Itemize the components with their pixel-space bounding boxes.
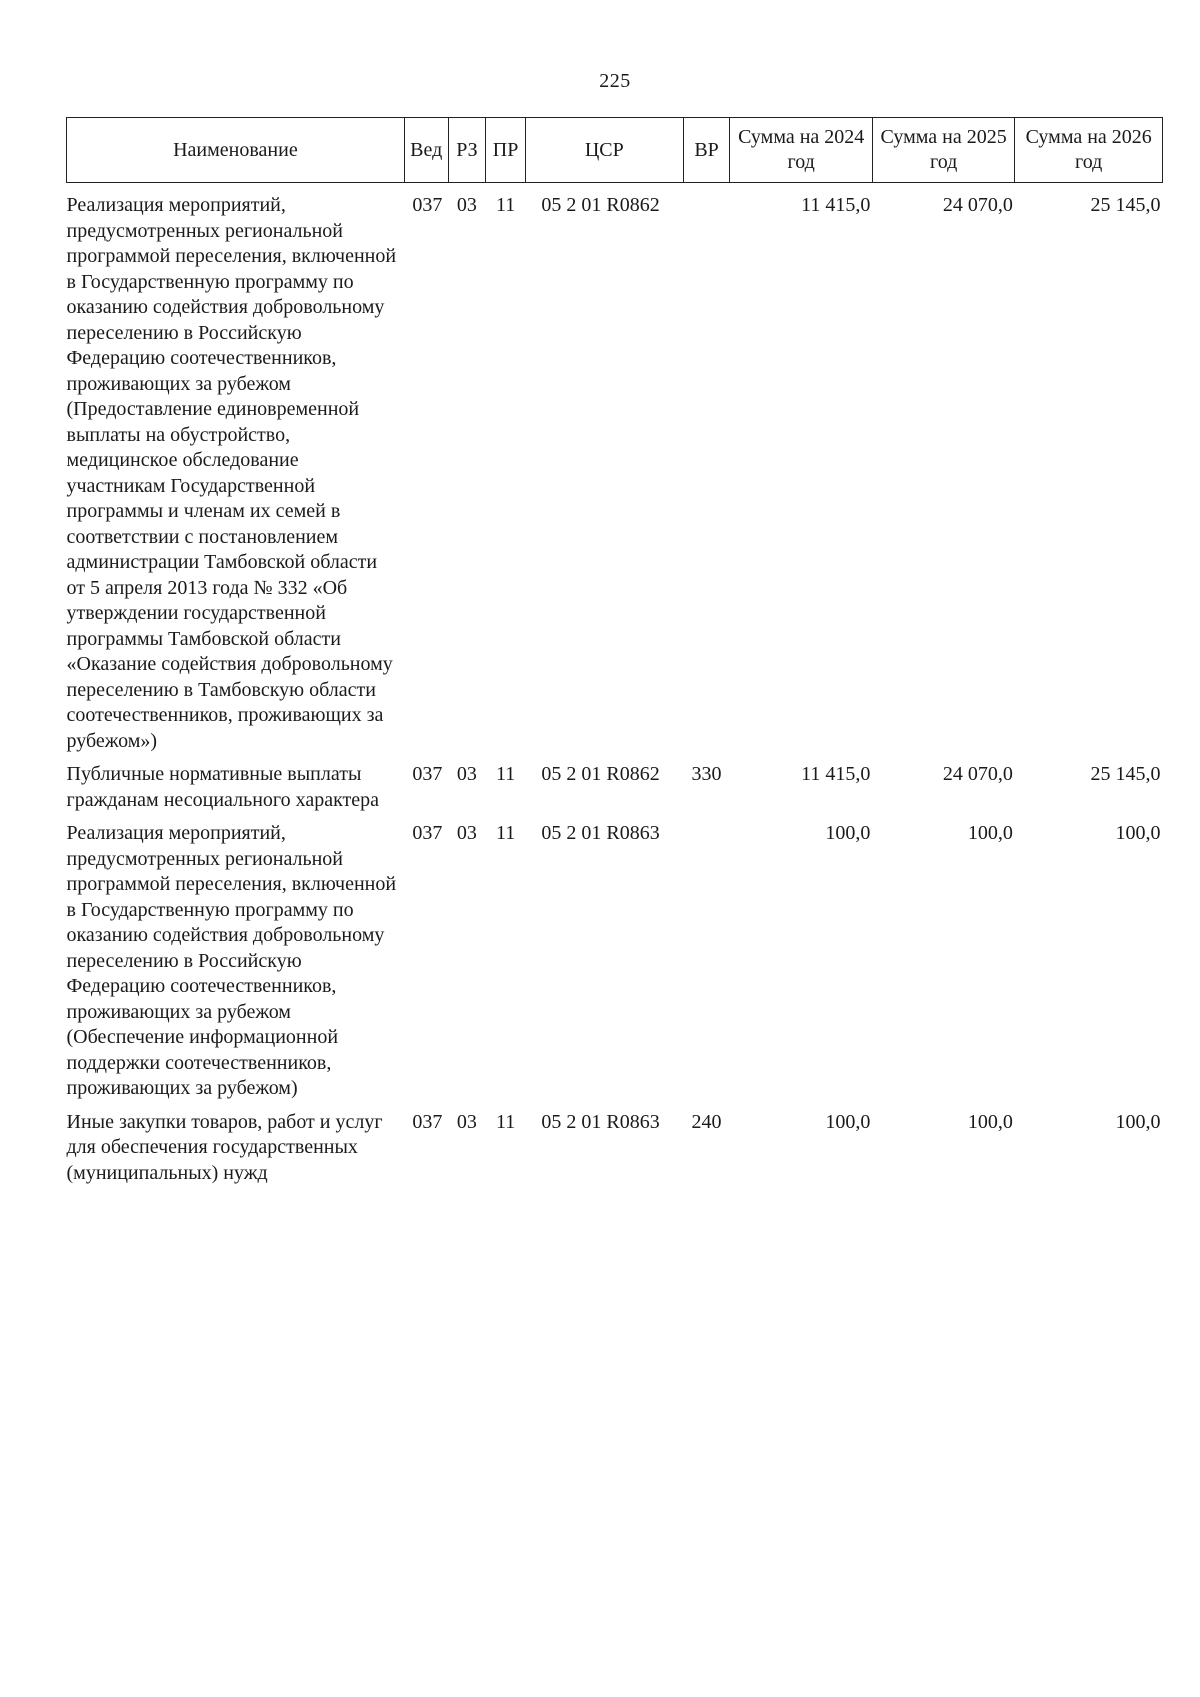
header-name: Наименование: [67, 118, 405, 183]
row-csr: 05 2 01 R0863: [541, 1110, 660, 1133]
row-sum-2026: 25 145,0: [1090, 763, 1161, 785]
row-sum-2024: 11 415,0: [801, 194, 871, 216]
row-sum-2024: 100,0: [825, 822, 871, 844]
header-csr: ЦСР: [525, 118, 683, 183]
row-sum-2026: 100,0: [1115, 1110, 1161, 1133]
header-vr: ВР: [683, 118, 730, 183]
row-pr: 11: [495, 194, 516, 216]
row-vr: 330: [691, 763, 722, 785]
row-sum-2026: 25 145,0: [1090, 194, 1161, 216]
header-pr: ПР: [486, 118, 526, 183]
row-sum-2024: 11 415,0: [801, 763, 871, 785]
table-row: [67, 762, 1163, 821]
row-sum-2025: 100,0: [967, 1110, 1013, 1133]
row-rz: 03: [456, 822, 477, 844]
header-rz: РЗ: [448, 118, 486, 183]
table-header: [67, 118, 1163, 183]
row-sum-2024: 100,0: [825, 1110, 871, 1133]
row-vr: [683, 821, 730, 1110]
budget-table: [66, 117, 1163, 1194]
row-pr: 11: [495, 763, 516, 785]
row-name: Публичные нормативные выплаты гражданам несоциального характера: [66, 763, 380, 811]
row-ved: 037: [412, 763, 443, 785]
row-csr: 05 2 01 R0863: [541, 822, 660, 844]
header-ved: Вед: [404, 118, 448, 183]
row-rz: 03: [456, 763, 477, 785]
header-sum-2025: Сумма на 2025 год: [872, 118, 1014, 183]
table-row: [67, 1110, 1163, 1195]
table-body: [67, 183, 1163, 1195]
row-sum-2025: 24 070,0: [942, 763, 1013, 785]
row-ved: 037: [412, 1110, 443, 1133]
row-rz: 03: [456, 194, 477, 216]
header-sum-2026: Сумма на 2026 год: [1015, 118, 1163, 183]
row-pr: 11: [495, 822, 516, 844]
row-rz: 03: [456, 1110, 477, 1133]
row-name: Реализация мероприятий, предусмотренных региональной программой переселения, включенной в Государственную программу по оказанию содействия добровольному переселению в Российскую Федерацию соотечественников, проживающих за рубежом (Обеспечение информационной поддержки соотечественников, проживающих за рубежом): [66, 822, 397, 1099]
row-csr: 05 2 01 R0862: [541, 194, 660, 216]
row-sum-2025: 100,0: [967, 822, 1013, 844]
row-ved: 037: [412, 822, 443, 844]
row-sum-2025: 24 070,0: [942, 194, 1013, 216]
row-vr: 240: [691, 1110, 722, 1133]
row-name: Реализация мероприятий, предусмотренных региональной программой переселения, включенной в Государственную программу по оказанию содействия добровольному переселению в Российскую Федерацию соотечественников, проживающих за рубежом (Предоставление единовременной выплаты на обустройство, медицинское обследование участникам Государственной программы и членам их семей в соответствии с постановлением администрации Тамбовской области от 5 апреля 2013 года № 332 «Об утверждении государственной программы Тамбовской области «Оказание содействия добровольному переселению в Тамбовскую области соотечественников, проживающих за рубежом»): [66, 194, 397, 752]
row-ved: 037: [412, 194, 443, 216]
table-row: [67, 183, 1163, 763]
row-sum-2026: 100,0: [1115, 822, 1161, 844]
page-number: 225: [599, 70, 631, 92]
row-name: Иные закупки товаров, работ и услуг для обеспечения государственных (муниципальных) нужд: [66, 1110, 383, 1184]
table-row: [67, 821, 1163, 1110]
header-sum-2024: Сумма на 2024 год: [730, 118, 872, 183]
row-vr: [683, 183, 730, 763]
row-csr: 05 2 01 R0862: [541, 763, 660, 785]
row-pr: 11: [495, 1110, 516, 1133]
